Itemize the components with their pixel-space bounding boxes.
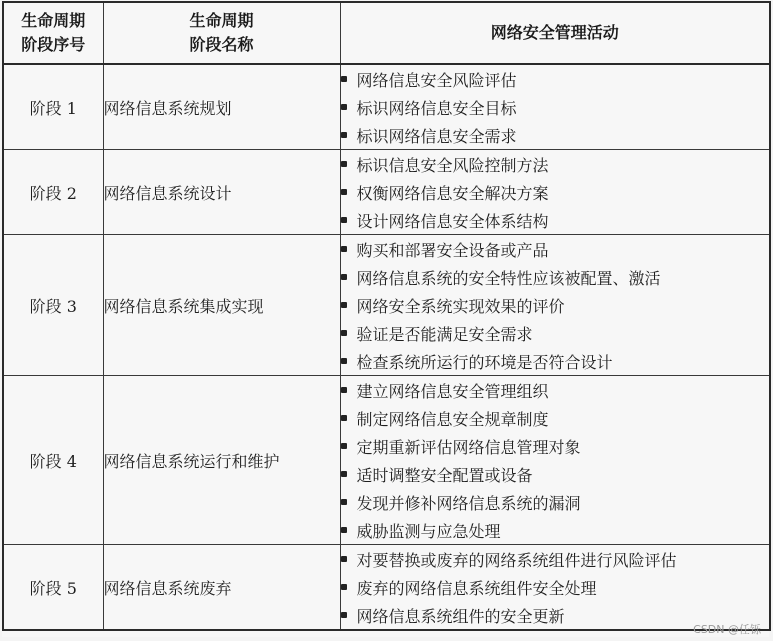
activity-text: 购买和部署安全设备或产品 [356, 240, 549, 260]
stage-name-cell: 网络信息系统设计 [103, 150, 340, 235]
activity-list [341, 376, 770, 544]
list-item [341, 291, 770, 319]
stage-name-cell: 网络信息系统规划 [103, 64, 340, 150]
activity-list [341, 545, 770, 629]
activity-text: 验证是否能满足安全需求 [356, 324, 533, 344]
bullet-icon [341, 415, 347, 421]
bullet-icon [341, 161, 347, 167]
header-stage-name [103, 2, 340, 64]
activity-text: 网络信息系统组件的安全更新 [356, 606, 565, 626]
activity-text: 标识网络信息安全需求 [356, 126, 517, 146]
activity-text: 标识网络信息安全目标 [356, 98, 517, 118]
activity-text: 威胁监测与应急处理 [356, 521, 501, 541]
activity-text: 标识信息安全风险控制方法 [356, 155, 549, 175]
activities-cell [340, 376, 770, 545]
list-item [341, 432, 770, 460]
bullet-icon [341, 443, 347, 449]
bullet-icon [341, 217, 347, 223]
bullet-icon [341, 527, 347, 533]
table-row [3, 376, 770, 545]
stage-number-cell: 阶段 4 [3, 376, 103, 545]
list-item [341, 150, 770, 178]
bullet-icon [341, 471, 347, 477]
bullet-icon [341, 76, 347, 82]
list-item [341, 347, 770, 375]
stage-name-cell: 网络信息系统废弃 [103, 545, 340, 631]
stage-number-cell: 阶段 5 [3, 545, 103, 631]
list-item [341, 545, 770, 573]
activities-cell [340, 64, 770, 150]
stage-name-cell: 网络信息系统集成实现 [103, 235, 340, 376]
table-header-row [3, 2, 770, 64]
list-item [341, 65, 770, 93]
table-row [3, 150, 770, 235]
activity-text: 检查系统所运行的环境是否符合设计 [356, 352, 613, 372]
bullet-icon [341, 358, 347, 364]
watermark: CSDN @任铄 [693, 623, 761, 636]
header-line: 阶段名称 [189, 35, 254, 54]
list-item [341, 376, 770, 404]
list-item [341, 404, 770, 432]
activity-text: 定期重新评估网络信息管理对象 [356, 437, 581, 457]
stage-number-cell: 阶段 2 [3, 150, 103, 235]
activity-text: 网络安全系统实现效果的评价 [356, 296, 565, 316]
bullet-icon [341, 612, 347, 618]
activity-text: 设计网络信息安全体系结构 [356, 211, 549, 231]
activity-text: 建立网络信息安全管理组织 [356, 381, 549, 401]
activities-cell [340, 545, 770, 631]
list-item [341, 178, 770, 206]
list-item [341, 121, 770, 149]
list-item [341, 206, 770, 234]
activity-list [341, 235, 770, 375]
list-item [341, 573, 770, 601]
list-item [341, 488, 770, 516]
bullet-icon [341, 387, 347, 393]
list-item [341, 319, 770, 347]
table-row [3, 545, 770, 631]
document-page [2, 1, 769, 637]
activity-text: 废弃的网络信息系统组件安全处理 [356, 578, 597, 598]
header-line: 阶段序号 [21, 35, 86, 54]
activity-text: 对要替换或废弃的网络系统组件进行风险评估 [356, 550, 677, 570]
bullet-icon [341, 246, 347, 252]
activity-text: 网络信息安全风险评估 [356, 70, 517, 90]
list-item [341, 516, 770, 544]
header-line: 生命周期 [189, 11, 254, 30]
bullet-icon [341, 104, 347, 110]
header-line: 生命周期 [21, 11, 86, 30]
bullet-icon [341, 499, 347, 505]
bullet-icon [341, 584, 347, 590]
list-item [341, 460, 770, 488]
header-activities [340, 2, 770, 64]
activity-text: 发现并修补网络信息系统的漏洞 [356, 493, 581, 513]
bullet-icon [341, 274, 347, 280]
stage-number-cell: 阶段 3 [3, 235, 103, 376]
list-item [341, 93, 770, 121]
header-stage-number [3, 2, 103, 64]
activity-list [341, 150, 770, 234]
activity-text: 网络信息系统的安全特性应该被配置、激活 [356, 268, 661, 288]
bullet-icon [341, 302, 347, 308]
bullet-icon [341, 556, 347, 562]
table-row [3, 235, 770, 376]
lifecycle-security-table [2, 1, 771, 631]
activity-list [341, 65, 770, 149]
table-row [3, 64, 770, 150]
activities-cell [340, 150, 770, 235]
bullet-icon [341, 189, 347, 195]
stage-name-cell: 网络信息系统运行和维护 [103, 376, 340, 545]
activities-cell [340, 235, 770, 376]
activity-text: 适时调整安全配置或设备 [356, 465, 533, 485]
bullet-icon [341, 132, 347, 138]
list-item [341, 235, 770, 263]
bullet-icon [341, 330, 347, 336]
activity-text: 制定网络信息安全规章制度 [356, 409, 549, 429]
activity-text: 权衡网络信息安全解决方案 [356, 183, 549, 203]
header-line: 网络安全管理活动 [490, 23, 619, 42]
stage-number-cell: 阶段 1 [3, 64, 103, 150]
list-item [341, 263, 770, 291]
